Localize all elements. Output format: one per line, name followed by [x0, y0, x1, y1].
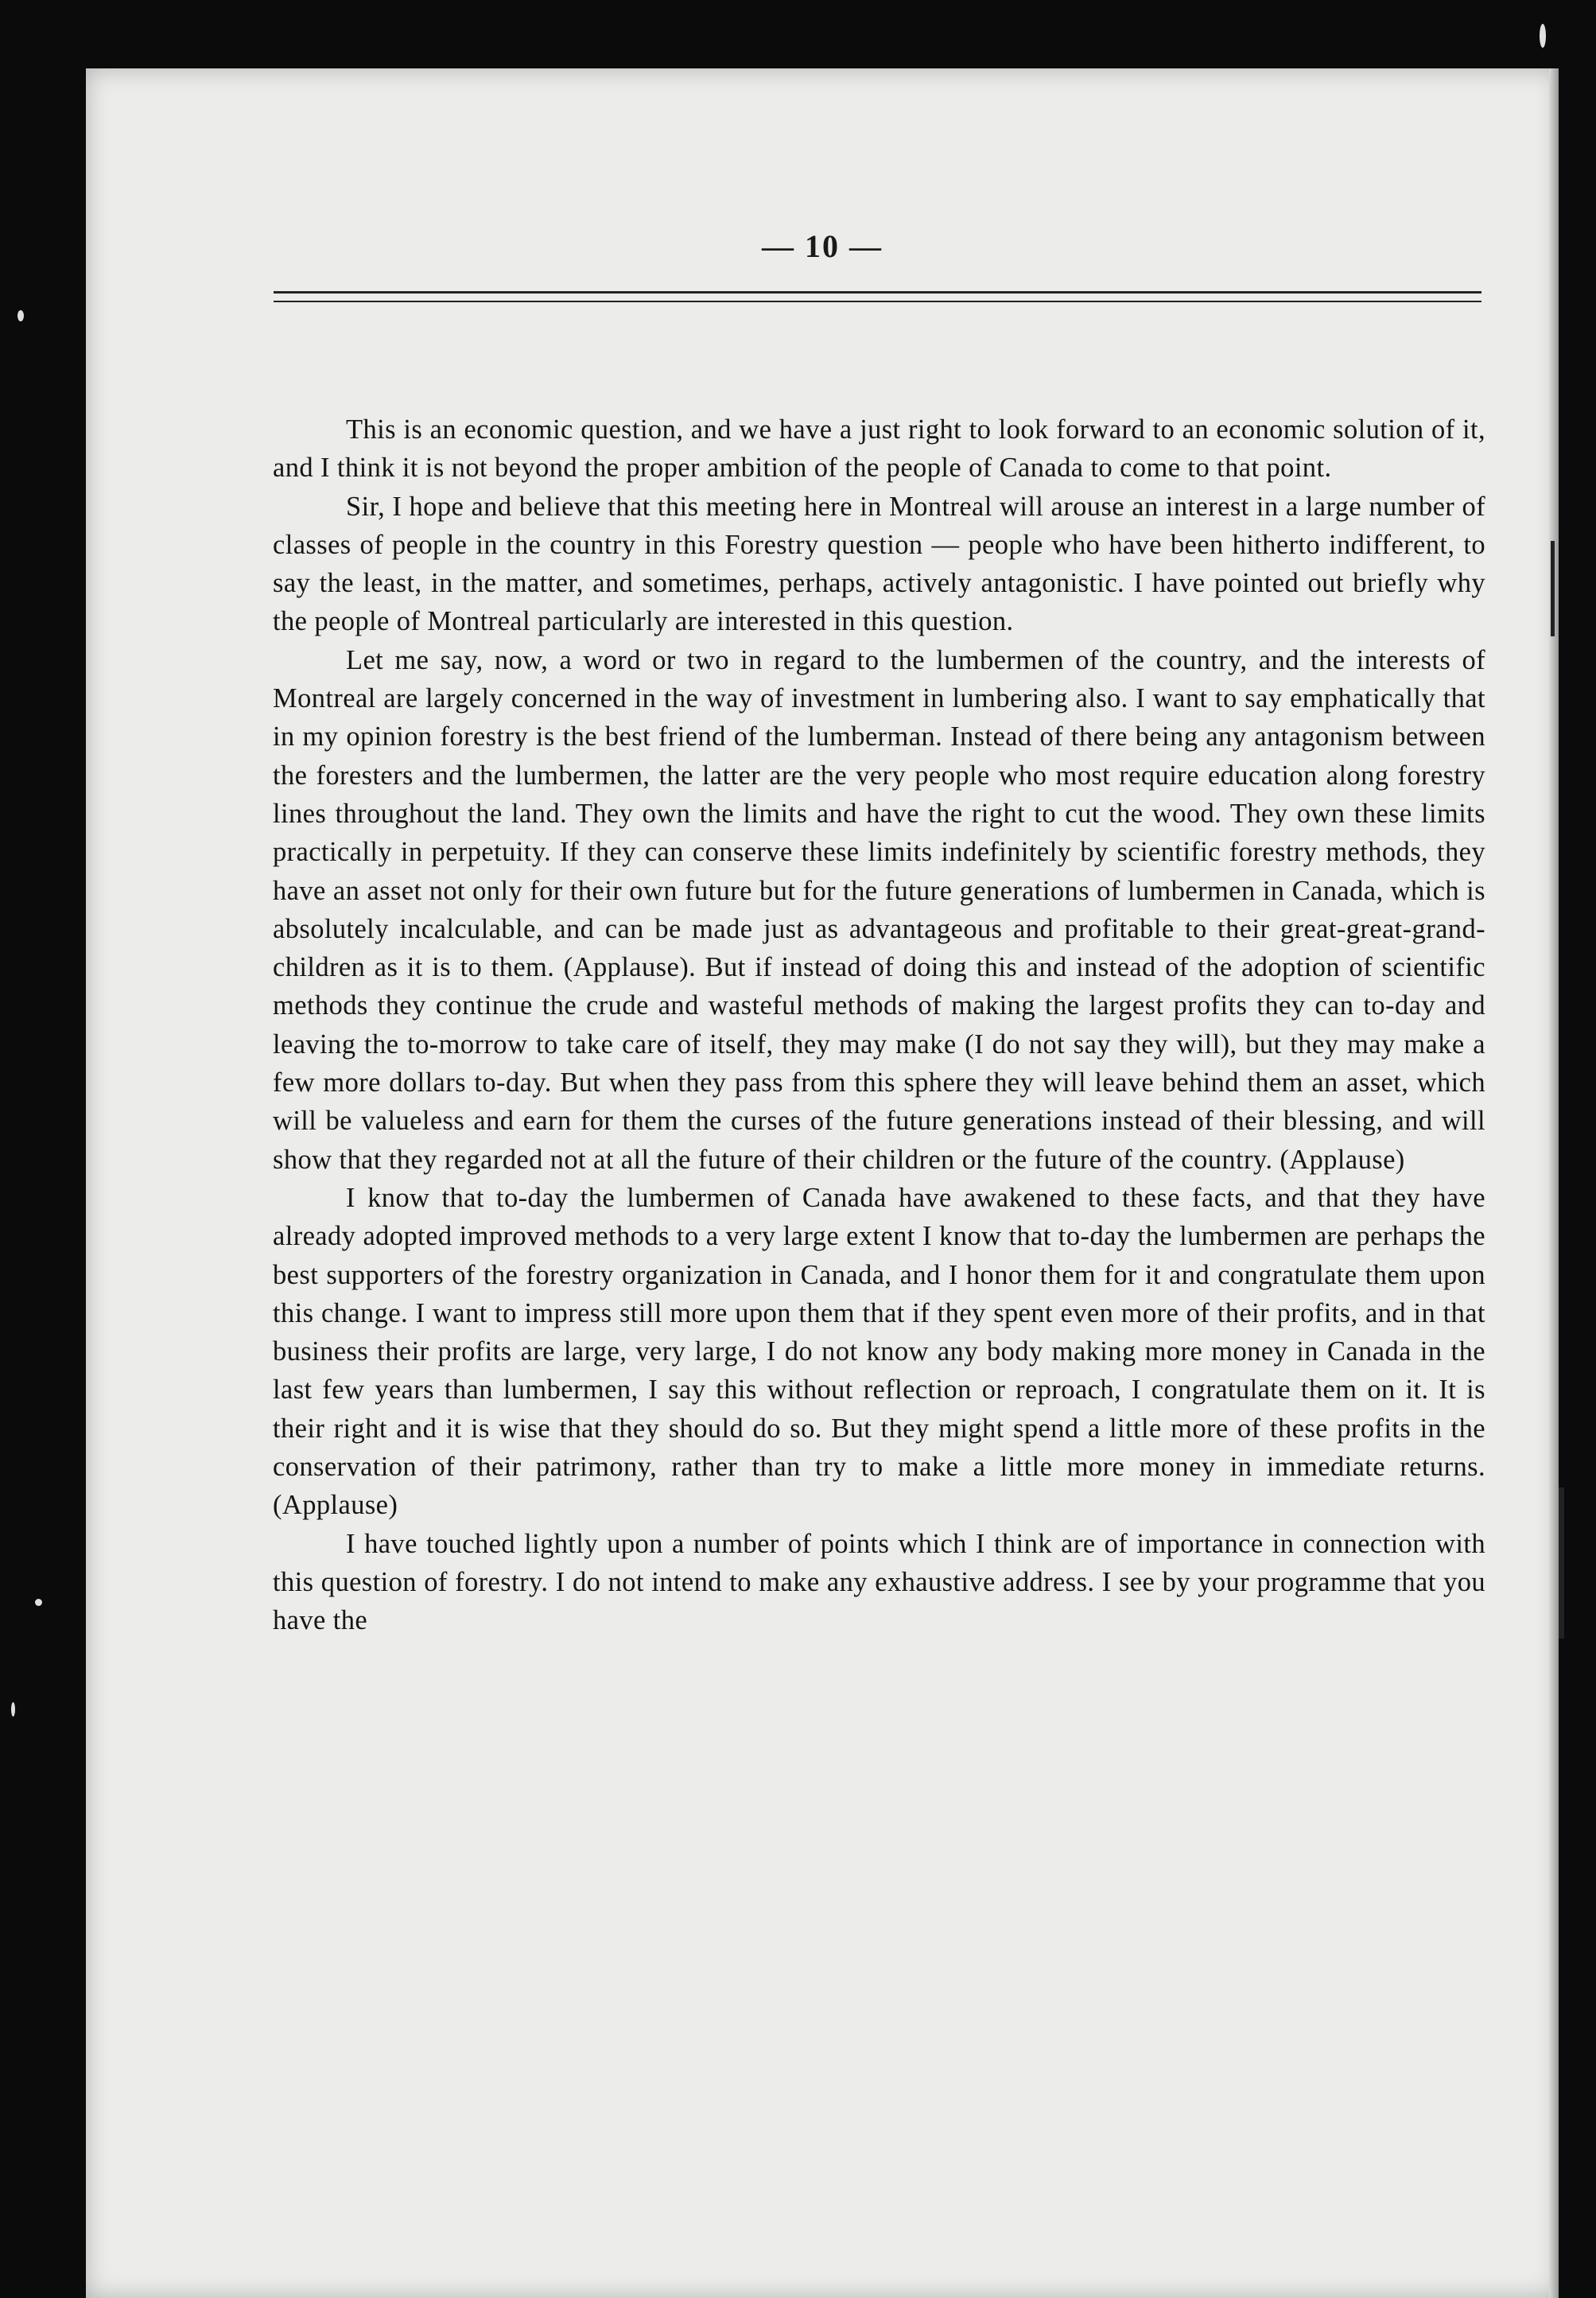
page-edge-shadow — [1549, 68, 1559, 2298]
scan-speck — [1540, 24, 1546, 48]
document-page — [86, 68, 1559, 2298]
scan-speck — [17, 310, 24, 321]
paragraph: I have touched lightly upon a number of points which I think are of importance in connection with this question of forestry. I do not intend to make any exhaustive address. I see by your programme that you have the — [273, 1528, 1485, 1636]
scan-speck — [11, 1702, 15, 1717]
header-rule-right — [1221, 291, 1481, 302]
paragraph: This is an economic question, and we have a just right to look forward to an economic solution of it, and I think it is not beyond the proper ambition of the people of Canada to come to that point. — [273, 414, 1485, 484]
page-number: — 10 — — [762, 228, 883, 264]
header-rule-left — [274, 291, 1331, 302]
body-text — [273, 410, 1485, 1640]
paragraph: Let me say, now, a word or two in regard to the lumbermen of the country, and the interests of Montreal are largely concerned in the way of investment in lumbering also. I want to say emphatically that in my opinion forestry is the best friend of the lumberman. Instead of there being any antagonism between the foresters and the lumbermen, the latter are the very people who most require education along forestry lines throughout the land. They own the limits and have the right to cut the wood. They own these limits practically in perpetuity. If they can conserve these limits indefinitely by scientific forestry methods, they have an asset not only for their own future but for the future generations of lumbermen in Canada, which is absolutely incalculable, and can be made just as advantageous and profitable to their great-great-grand-children as it is to them. (Applause). But if instead of doing this and instead of the adoption of scientific methods they continue the crude and wasteful methods of making the largest profits they can to-day and leaving the to-morrow to take care of itself, they may make (I do not say they will), but they may make a few more dollars to-day. But when they pass from this sphere they will leave behind them an asset, which will be valueless and earn for them the curses of the future generations instead of their blessing, and will show that they regarded not at all the future of their children or the future of the country. (Applause) — [273, 644, 1485, 1175]
paragraph: I know that to-day the lumbermen of Canada have awakened to these facts, and that they have already adopted improved methods to a very large extent I know that to-day the lumbermen are perhaps the best supporters of the forestry organization in Canada, and I honor them for it and congratulate them upon this change. I want to impress still more upon them that if they spent even more of their profits, and in that business their profits are large, very large, I do not know any body making more money in Canada in the last few years than lumbermen, I say this without reflection or reproach, I congratulate them on it. It is their right and it is wise that they should do so. But they might spend a little more of these profits in the conservation of their patrimony, rather than try to make a little more money in immediate returns. (Applause) — [273, 1182, 1485, 1521]
scan-speck — [35, 1599, 42, 1606]
binding-mark — [1551, 541, 1555, 636]
paragraph: Sir, I hope and believe that this meeting here in Montreal will arouse an interest in a large number of classes of people in the country in this Forestry question — people who have been hitherto indifferent, to say the least, in the matter, and sometimes, perhaps, actively antagonistic. I have pointed out briefly why the people of Montreal particularly are interested in this question. — [273, 491, 1485, 637]
binding-mark — [1559, 1487, 1564, 1639]
